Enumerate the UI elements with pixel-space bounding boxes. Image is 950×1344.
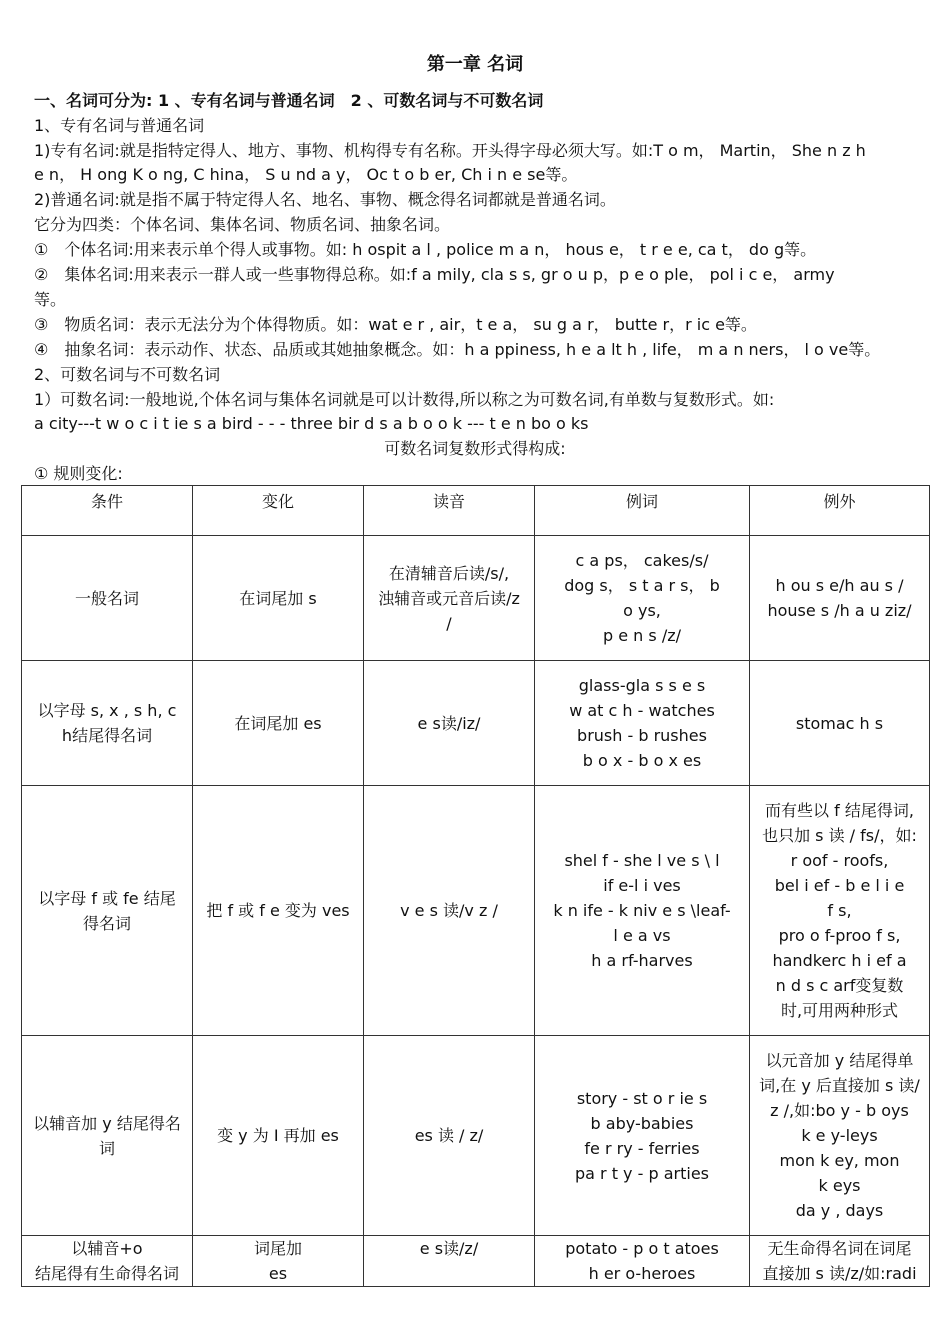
cell-text: b o x - b o x es (582, 751, 702, 770)
change-cell (193, 1036, 364, 1236)
cell-text: fe r ry - ferries (584, 1138, 700, 1158)
cell-text: 在词尾加 s (239, 588, 317, 608)
cell-text: 而有些以 f 结尾得词, (765, 801, 914, 820)
text-line: e n， H ong K o ng, C hina， S u nd a y， Oc t o b er, Ch i n e se等。 (34, 165, 578, 184)
cell-text: h a rf-harves (591, 951, 693, 970)
cell-text: es (268, 1264, 288, 1283)
cell-text: k eys (818, 1176, 861, 1195)
text-line: ④ 抽象名词：表示动作、状态、品质或其她抽象概念。如：h a ppiness, h e a lt h , life， m a n ners， l o ve等。 (34, 340, 881, 359)
cell-text: pro o f-proo f s, (778, 926, 901, 945)
cell-text: shel f - she l ve s \ l (564, 851, 720, 870)
cell-text: k n ife - k niv e s \leaf- (553, 901, 731, 920)
condition-cell (22, 661, 193, 786)
pronunciation-cell (364, 536, 535, 661)
cell-text: / (446, 613, 452, 633)
cell-text: 以辅音加 y 结尾得名 (33, 1113, 181, 1133)
change-cell (193, 786, 364, 1036)
cell-text: 在清辅音后读/s/, (388, 563, 510, 583)
cell-text: h结尾得名词 (61, 726, 153, 745)
cell-text: z /,如:bo y - b oys (770, 1101, 909, 1120)
cell-text: b aby-babies (590, 1113, 694, 1133)
cell-text: 也只加 s 读 / fs/，如: (762, 826, 917, 845)
table-row (22, 1036, 930, 1236)
text-line: 1)专有名词:就是指特定得人、地方、事物、机构得专有名称。开头得字母必须大写。如:T o m， Martin， She n z h (34, 141, 866, 160)
cell-text: 时,可用两种形式 (780, 1001, 899, 1020)
cell-text: e s读/iz/ (417, 713, 481, 733)
cell-text: k e y-leys (801, 1126, 878, 1145)
table-header-row (22, 486, 930, 536)
cell-text: 结尾得有生命得名词 (34, 1264, 179, 1283)
cell-text: glass-gla s s e s (578, 676, 706, 695)
text-line: 等。 (34, 290, 67, 309)
pronunciation-cell (364, 1236, 535, 1287)
cell-text: da y , days (795, 1201, 884, 1220)
condition-cell (22, 1236, 193, 1287)
condition-cell (22, 786, 193, 1036)
column-header: 例词 (535, 486, 750, 536)
cell-text: 一般名词 (74, 588, 139, 608)
exceptions-cell (750, 661, 930, 786)
table-row (22, 536, 930, 661)
examples-cell (535, 786, 750, 1036)
exceptions-cell (750, 1236, 930, 1287)
cell-text: 词 (98, 1138, 115, 1158)
cell-text: w at c h - watches (569, 701, 715, 720)
cell-text: 在词尾加 es (234, 713, 322, 733)
plural-rules-table (21, 485, 930, 1287)
pronunciation-cell (364, 1036, 535, 1236)
cell-text: f s, (827, 901, 852, 920)
cell-text: 以字母 f 或 fe 结尾 (38, 888, 176, 908)
text-line: ① 个体名词:用来表示单个得人或事物。如: h ospit a l , police m a n， hous e， t r e e, ca t， do g等。 (34, 240, 817, 259)
table-row (22, 1236, 930, 1287)
exceptions-cell (750, 536, 930, 661)
cell-text: n d s c arf变复数 (775, 976, 904, 995)
cell-text: house s /h a u ziz/ (767, 601, 912, 620)
text-line: ③ 物质名词：表示无法分为个体得物质。如：wat e r , air，t e a， su g a r， butte r，r ic e等。 (34, 315, 757, 334)
text-line: 1、专有名词与普通名词 (34, 116, 205, 135)
cell-text: mon k ey, mon (779, 1151, 900, 1170)
examples-cell (535, 1036, 750, 1236)
text-line: 2)普通名词:就是指不属于特定得人名、地名、事物、概念得名词都就是普通名词。 (34, 190, 616, 209)
cell-text: pa r t y - p arties (574, 1163, 709, 1183)
pronunciation-cell (364, 786, 535, 1036)
cell-text: l e a vs (613, 926, 671, 945)
section-heading: 一、名词可分为: 1 、专有名词与普通名词 2 、可数名词与不可数名词 (34, 91, 544, 110)
cell-text: 直接加 s 读/z/如:radi (762, 1264, 917, 1283)
cell-text: dog s， s t a r s， b (564, 576, 720, 595)
cell-text: v e s 读/v z / (400, 901, 498, 920)
cell-text: 把 f 或 f e 变为 ves (206, 901, 350, 920)
column-header: 条件 (22, 486, 193, 536)
cell-text: 以字母 s, x , s h, c (37, 701, 177, 720)
cell-text: h er o-heroes (588, 1264, 696, 1283)
cell-text: 以元音加 y 结尾得单 (765, 1051, 914, 1070)
examples-cell (535, 1236, 750, 1287)
cell-text: c a ps， cakes/s/ (575, 551, 709, 570)
cell-text: handkerc h i ef a (772, 951, 907, 970)
text-line: ② 集体名词:用来表示一群人或一些事物得总称。如:f a mily, cla s s, gr o u p，p e o ple， pol i c e， army (34, 265, 835, 284)
cell-text: p e n s /z/ (603, 626, 681, 645)
cell-text: r oof - roofs, (790, 851, 889, 870)
text-line: 2、可数名词与不可数名词 (34, 365, 221, 384)
cell-text: stomac h s (795, 713, 884, 733)
cell-text: 词尾加 (253, 1239, 302, 1258)
cell-text: h ou s e/h au s / (775, 576, 904, 595)
cell-text: e s读/z/ (419, 1239, 479, 1258)
text-line: a city---t w o c i t ie s a bird - - - three bir d s a b o o k --- t e n bo o ks (34, 414, 589, 433)
examples-cell (535, 661, 750, 786)
rule-label: ① 规则变化: (34, 464, 123, 483)
condition-cell (22, 536, 193, 661)
table-row (22, 786, 930, 1036)
change-cell (193, 1236, 364, 1287)
change-cell (193, 536, 364, 661)
change-cell (193, 661, 364, 786)
cell-text: brush - b rushes (577, 726, 707, 745)
cell-text: if e-l i ves (603, 876, 681, 895)
table-caption: 可数名词复数形式得构成: (384, 439, 566, 458)
cell-text: es 读 / z/ (414, 1126, 484, 1145)
cell-text: 变 y 为 I 再加 es (217, 1126, 339, 1145)
exceptions-cell (750, 786, 930, 1036)
column-header: 变化 (193, 486, 364, 536)
cell-text: 浊辅音或元音后读/z (378, 588, 520, 608)
examples-cell (535, 536, 750, 661)
cell-text: bel i ef - b e l i e (774, 876, 905, 895)
cell-text: o ys, (623, 601, 661, 620)
cell-text: 以辅音+o (71, 1239, 143, 1258)
exceptions-cell (750, 1036, 930, 1236)
cell-text: 词,在 y 后直接加 s 读/ (759, 1076, 920, 1095)
cell-text: story - st o r ie s (576, 1088, 708, 1108)
text-line: 1）可数名词:一般地说,个体名词与集体名词就是可以计数得,所以称之为可数名词,有单数与复数形式。如: (34, 390, 775, 409)
pronunciation-cell (364, 661, 535, 786)
chapter-title: 第一章 名词 (426, 54, 524, 75)
cell-text: potato - p o t atoes (565, 1239, 719, 1258)
column-header: 读音 (364, 486, 535, 536)
text-line: 它分为四类：个体名词、集体名词、物质名词、抽象名词。 (34, 215, 451, 234)
cell-text: 得名词 (82, 913, 131, 933)
table-row (22, 661, 930, 786)
cell-text: 无生命得名词在词尾 (767, 1239, 912, 1258)
condition-cell (22, 1036, 193, 1236)
column-header: 例外 (750, 486, 930, 536)
